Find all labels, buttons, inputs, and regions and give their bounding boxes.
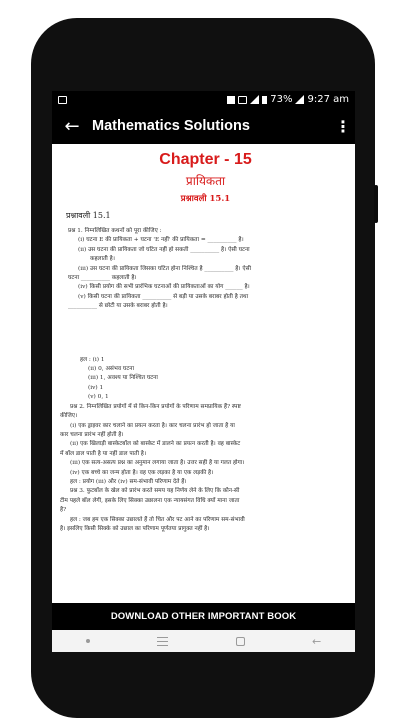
text-line: प्रश्न 1. निम्नलिखित कथनों को पूरा कीजिए :	[68, 228, 162, 234]
exercise-label: प्रश्नावली 15.1	[66, 211, 111, 220]
text-line: हल : प्रयोग (iii) और (iv) सम-संभावी परिणाम देते हैं।	[70, 478, 187, 485]
text-line: (iv) 1	[88, 384, 104, 391]
content-view[interactable]	[52, 144, 355, 603]
app-title: Mathematics Solutions	[92, 118, 250, 134]
text-line: (iii) एक सत्य-असत्य प्रश्न का अनुमान लगाया जाता है। उत्तर सही है या गलत होगा।	[70, 460, 245, 467]
text-line: (v) 0, 1	[88, 394, 109, 401]
text-line: (ii) 0, असंभव घटना	[88, 366, 135, 373]
signal-icon-2	[295, 95, 304, 104]
question-2-3	[60, 403, 351, 535]
text-line: (i) एक ड्राइवर कार चलाने का प्रयत्न करता है। कार चलना प्रारंभ हो जाता है या	[70, 422, 235, 429]
clock: 9:27 am	[307, 94, 349, 105]
nav-back-icon[interactable]: ←	[312, 634, 322, 648]
text-line: (ii) उस घटना की प्रायिकता जो घटित नहीं हो सकती __________ है। ऐसी घटना	[78, 246, 250, 253]
exercise-heading: प्रश्नावली 15.1	[180, 194, 231, 204]
text-line: कहलाती है।	[90, 256, 115, 263]
recents-icon[interactable]	[157, 637, 168, 646]
battery-percent: 73%	[270, 94, 293, 105]
download-button[interactable]: DOWNLOAD OTHER IMPORTANT BOOK	[52, 603, 355, 630]
text-line: हल : जब हम एक सिक्का उछालते हैं तो चित और पट आने का परिणाम सम-संभावी	[70, 516, 245, 523]
text-line: __________ से छोटी या उसके बराबर होती है।	[68, 303, 168, 310]
text-line: है?	[60, 507, 67, 514]
assistant-dot-icon[interactable]	[86, 639, 90, 643]
text-line: (iii) उस घटना की प्रायिकता जिसका घटित होना निश्चित है __________ है। ऐसी	[78, 265, 251, 272]
battery-icon	[262, 96, 267, 104]
text-line: में बॉल डाल पाती है या नहीं डाल पाती है।	[60, 450, 147, 457]
gallery-notification-icon	[58, 96, 67, 104]
phone-screen	[52, 91, 355, 652]
arrow-left-icon[interactable]: ←	[64, 115, 80, 137]
book-page	[52, 151, 355, 534]
signal-icon	[250, 95, 259, 104]
text-line: (i) घटना E की प्रायिकता + घटना 'E नहीं' की प्रायिकता = __________ है।	[78, 237, 244, 244]
text-line: (iii) 1, अवश्य या निश्चित घटना	[88, 375, 158, 382]
text-line: (iv) एक बच्चे का जन्म होता है। वह एक लड़का है या एक लड़की है।	[70, 469, 214, 476]
text-line: प्रश्न 2. निम्नलिखित प्रयोगों में से किन-किन प्रयोगों के परिणाम समप्रायिक हैं? स्पष्ट	[70, 403, 241, 410]
status-bar	[52, 91, 355, 108]
text-line: प्रश्न 3. फुटबॉल के खेल को प्रारंभ करते समय यह निर्णय लेने के लिए कि कौन-सी	[70, 488, 240, 495]
navigation-bar	[52, 630, 355, 652]
chapter-title: प्रायिकता	[185, 174, 226, 188]
app-bar	[52, 108, 355, 144]
chapter-heading: Chapter - 15	[159, 151, 252, 168]
text-line: (v) किसी घटना की प्रायिकता __________ से बड़ी या उसके बराबर होती है तथा	[78, 293, 249, 300]
answer-1	[60, 356, 351, 403]
phone-side-button	[374, 185, 378, 223]
notification-icon	[227, 96, 235, 104]
text-line: (iv) किसी प्रयोग की सभी प्रारंभिक घटनाओं की प्रायिकताओं का योग ______ है।	[78, 284, 250, 291]
text-line: हल : (i) 1	[80, 356, 105, 363]
question-1	[60, 227, 351, 312]
text-line: कीजिए।	[60, 413, 78, 420]
text-line: (ii) एक खिलाड़ी बास्केटबॉल को बास्केट में डालने का प्रयत्न करती है। वह बास्केट	[70, 441, 241, 448]
more-vert-icon[interactable]: ⋮	[335, 116, 351, 136]
text-line: घटना __________ कहलाती है।	[68, 275, 137, 282]
text-line: कार चलना प्रारंभ नहीं होती है।	[60, 431, 124, 438]
text-line: है। इसलिए किसी सिक्के को उछाल का परिणाम पूर्णतया प्रागुक्त नहीं है।	[60, 525, 210, 532]
text-line: टीम पहले बॉल लेगी, इसके लिए सिक्का उछालना एक न्यायसंगत विधि क्यों माना जाता	[60, 497, 240, 504]
home-icon[interactable]	[236, 637, 245, 646]
sim-icon	[238, 96, 247, 104]
